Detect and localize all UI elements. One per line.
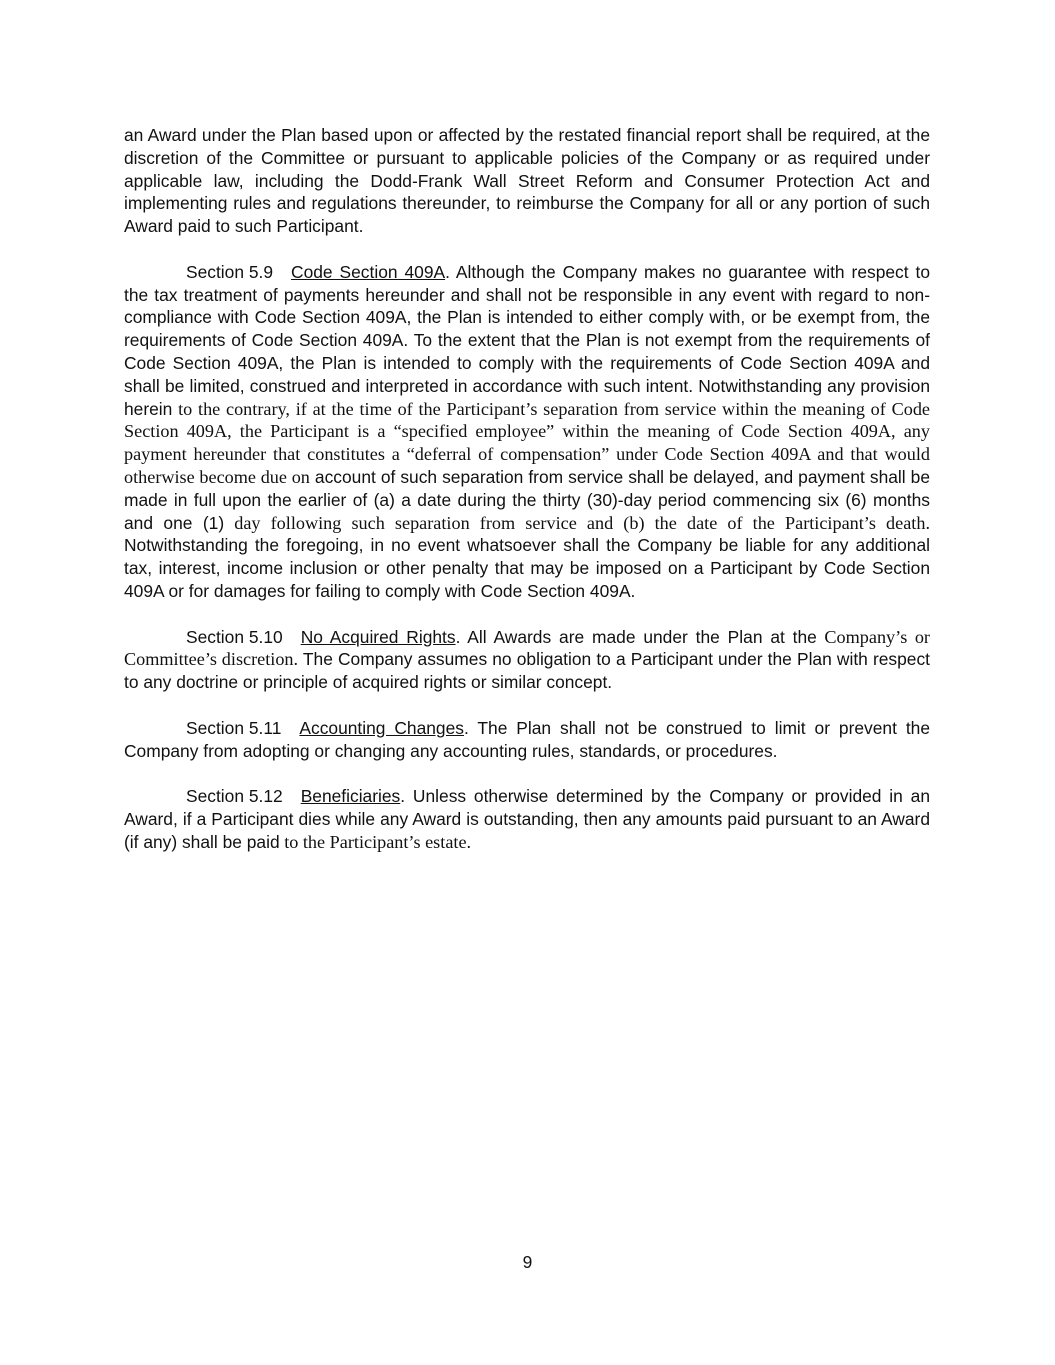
section-text: Notwithstanding the foregoing, in no event whatsoever shall the Company be liable for any additional tax, interest, income inclusion or other penalty that may be imposed on a Participant by Code Section 409A or for damages for failing to comply with Code Section 409A.	[124, 535, 930, 601]
section-text: . Although the Company makes no guarantee with respect to the tax treatment of payments hereunder and shall not be responsible in any event with regard to non-compliance with Code Section 409A, the Plan is intended to either comply with, or be exempt from, the requirements of Code Section 409A. To the extent that the Plan is not exempt from the requirements of Code Section 409A, the Plan is intended to comply with the requirements of Code Section 409A and shall be limited, construed and interpreted in accordance with such intent. Notwithstanding any provision herein	[124, 261, 931, 419]
paragraph-text: an Award under the Plan based upon or affected by the restated financial report shall be required, at the discretion of the Committee or pursuant to applicable policies of the Company or as required under applicable law, including the Dodd-Frank Wall Street Reform and Consumer Protection Act and implementing rules and regulations thereunder, to reimburse the Company for all or any portion of such Award paid to such Participant.	[124, 125, 930, 237]
page-number: 9	[522, 1252, 533, 1272]
section-text: account of such separation from service shall be delayed, and payment shall be made in full upon the earlier of (a) a date during the thirty (30)-day period commencing six (6) months and one (1)	[124, 466, 930, 533]
section-text-serif: Company’s or Committee’s discretion.	[124, 626, 930, 670]
section-text-serif: day following such separation from service and (b) the date of the Participant’s death.	[224, 512, 930, 533]
section-text-serif: to the Participant’s estate.	[279, 831, 472, 852]
section-text: . All Awards are made under the Plan at the	[455, 626, 817, 647]
section-text: The Company assumes no obligation to a Participant under the Plan with respect to any doctrine or principle of acquired rights or similar concept.	[124, 649, 930, 693]
section-5-11	[124, 717, 930, 763]
section-number: Section 5.12	[186, 786, 283, 807]
section-5-12	[124, 785, 930, 853]
section-heading: No Acquired Rights	[300, 626, 456, 647]
document-body	[124, 124, 930, 876]
section-heading: Accounting Changes	[299, 717, 464, 738]
section-heading: Code Section 409A	[291, 261, 446, 282]
section-heading: Beneficiaries	[300, 786, 401, 807]
section-text: . Unless otherwise determined by the Company or provided in an Award, if a Participant dies while any Award is outstanding, then any amounts paid pursuant to an Award (if any) shall be paid	[124, 786, 930, 852]
section-5-10	[124, 626, 930, 694]
section-5-9	[124, 261, 930, 603]
paragraph-continuation	[124, 124, 930, 238]
section-number: Section 5.9	[186, 261, 274, 282]
section-text: . The Plan shall not be construed to limit or prevent the Company from adopting or changing any accounting rules, standards, or procedures.	[124, 717, 930, 761]
section-text-serif: to the contrary, if at the time of the Participant’s separation from service within the meaning of Code Section 409A, the Participant is a “specified employee” within the meaning of Code Section 409A, any payment hereunder that constitutes a “deferral of compensation” under Code Section 409A and that would otherwise become due on	[124, 398, 930, 487]
section-number: Section 5.11	[186, 717, 282, 738]
section-number: Section 5.10	[186, 626, 283, 647]
